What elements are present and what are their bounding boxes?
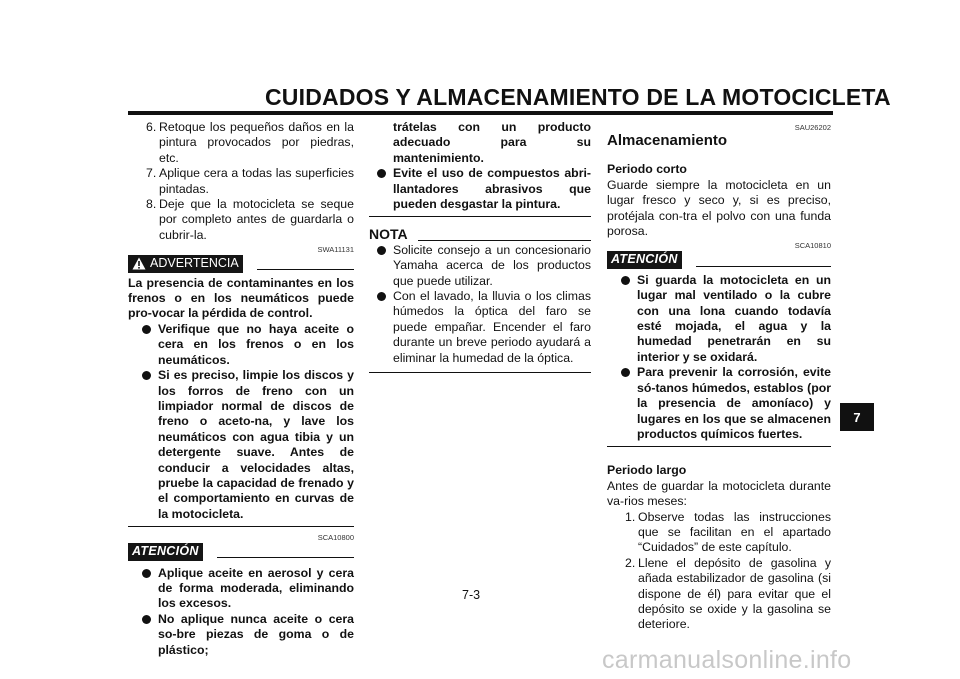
cleaning-steps-list: [128, 120, 354, 243]
bullet-icon: [377, 292, 386, 301]
list-item: 7. Aplique cera a todas las superficies pintadas.: [146, 166, 354, 196]
column-2: [369, 120, 591, 373]
caution-code: SCA10800: [317, 533, 354, 543]
header-rule: [128, 111, 833, 115]
bullet-icon: [142, 371, 151, 380]
bullet-icon: [142, 569, 151, 578]
bullet-icon: [377, 246, 386, 255]
page-number: 7-3: [462, 588, 481, 602]
warning-bullets: [128, 322, 354, 522]
warning-code: SWA11131: [317, 245, 354, 255]
caution-code: SCA10810: [794, 241, 831, 251]
list-item: No aplique nunca aceite o cera so-bre piezas de goma o de plástico;: [128, 612, 354, 658]
long-period-heading: Periodo largo: [607, 463, 687, 478]
long-period-steps: [607, 510, 831, 633]
list-item: Aplique aceite en aerosol y cera de forma moderada, eliminando los excesos.: [128, 566, 354, 612]
list-item: 2. Llene el depósito de gasolina y añada estabilizador de gasolina (si dispone de él) para evitar que el depósito se oxide y la gasolina se deteriore.: [625, 555, 831, 632]
long-period-text: Antes de guardar la motocicleta durante va-rios meses:: [607, 478, 831, 509]
caution-header: [607, 251, 831, 268]
caution-badge: ATENCIÓN: [128, 543, 203, 560]
chapter-tab: 7: [840, 403, 874, 431]
section-code: SAU26202: [794, 123, 831, 132]
caution-bullets: [607, 273, 831, 442]
bullet-icon: [377, 169, 386, 178]
column-1: [128, 120, 354, 658]
caution-continuation: trátelas con un producto adecuado para su mantenimiento.: [393, 120, 591, 165]
bullet-icon: [142, 325, 151, 334]
bullet-icon: [142, 615, 151, 624]
bullet-icon: [621, 368, 630, 377]
warning-header: [128, 255, 354, 272]
caution-bullets: [128, 566, 354, 658]
note-bullets: [369, 243, 591, 366]
page-header-title: CUIDADOS Y ALMACENAMIENTO DE LA MOTOCICLETA: [265, 84, 891, 110]
list-item: 6. Retoque los pequeños daños en la pintura provocados por piedras, etc.: [146, 120, 354, 165]
list-item: Si es preciso, limpie los discos y los forros de freno con un limpiador normal de discos de freno o aceto-na, y lave los neumáticos con agua tibia y un detergente suave. Antes de conducir a velocidades altas, pruebe la capacidad de frenado y el comportamiento en curvas de la motocicleta.: [128, 368, 354, 522]
warning-badge: ADVERTENCIA: [128, 255, 243, 272]
list-item: Verifique que no haya aceite o cera en los frenos o en los neumáticos.: [128, 322, 354, 368]
bullet-icon: [621, 276, 630, 285]
list-item: Para prevenir la corrosión, evite só-tanos húmedos, establos (por la presencia de amoníaco) y lugares en los que se almacenen productos químicos fuertes.: [607, 365, 831, 442]
section-title: Almacenamiento: [607, 132, 728, 149]
caution-bullets-cont: [369, 166, 591, 212]
list-item: Si guarda la motocicleta en un lugar mal ventilado o la cubre con una lona cuando todavía esté mojada, el agua y la humedad penetrarán en su interior y se oxidará.: [607, 273, 831, 365]
caution-badge: ATENCIÓN: [607, 251, 682, 268]
note-label: NOTA: [369, 226, 408, 243]
list-item: Con el lavado, la lluvia o los climas húmedos la óptica del faro se puede empañar. Encender el faro durante un breve periodo ayudará a eliminar la humedad de la óptica.: [369, 289, 591, 366]
warning-triangle-icon: [132, 257, 146, 270]
short-period-text: Guarde siempre la motocicleta en un lugar fresco y seco y, si es preciso, protéjala con-tra el polvo con una funda porosa.: [607, 177, 831, 239]
list-item: 1. Observe todas las instrucciones que se facilitan en el apartado “Cuidados” de este capítulo.: [625, 509, 831, 555]
watermark: carmanualsonline.info: [602, 646, 852, 674]
list-item: Solicite consejo a un concesionario Yamaha acerca de los productos que puede utilizar.: [369, 243, 591, 289]
list-item: 8. Deje que la motocicleta se seque por completo antes de guardarla o cubrir-la.: [146, 197, 354, 242]
column-3: [607, 120, 831, 633]
note-header: [369, 227, 591, 242]
warning-text: La presencia de contaminantes en los frenos o en los neumáticos puede pro-vocar la pérdida de control.: [128, 275, 354, 321]
caution-header: [128, 543, 354, 560]
list-item: Evite el uso de compuestos abri-llantadores abrasivos que pueden desgastar la pintura.: [369, 166, 591, 212]
short-period-heading: Periodo corto: [607, 162, 687, 177]
